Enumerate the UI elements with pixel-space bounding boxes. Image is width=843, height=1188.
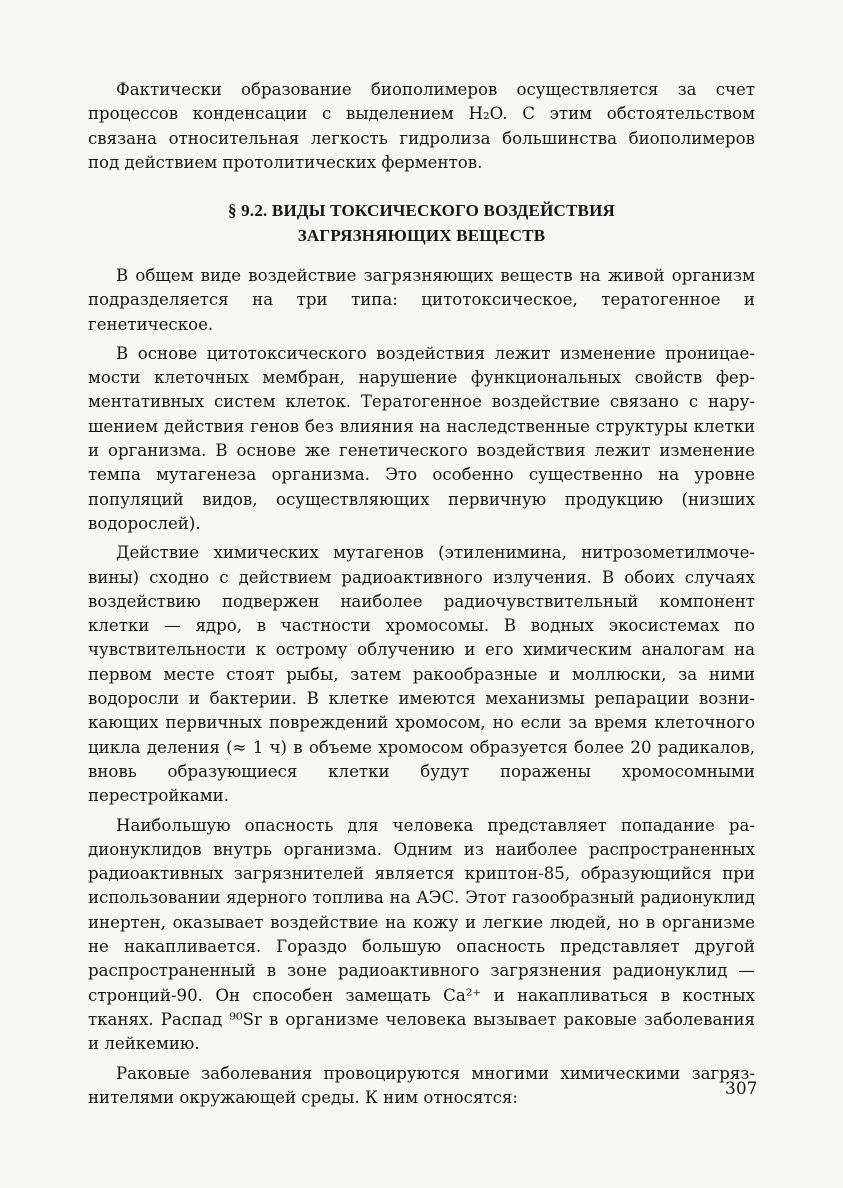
intro-block [88, 78, 755, 175]
paragraph-4: Наибольшую опасность для человека представляет попадание радионуклидов внутрь организма. Одним из наиболее распространенных радиоактивных загрязнителей является криптон-85, образующийся при использовании ядерного топлива на АЭС. Этот газообразный радионуклид инертен, оказывает воздействие на кожу и легкие людей, но в организме не накапливается. Гораздо большую опасность представляет другой распространенный в зоне радиоактивного загрязнения радионуклид — стронций-90. Он способен замещать Ca²⁺ и накапливаться в костных тканях. Распад ⁹⁰Sr в организме человека вызывает раковые заболевания и лейкемию. [88, 815, 755, 1054]
paragraph-5: Раковые заболевания провоцируются многими химическими загрязнителями окружающей среды. К ним относятся: [88, 1063, 755, 1107]
paragraph-2: В основе цитотоксического воздействия лежит изменение проницаемости клеточных мембран, нарушение функциональных свойств ферментативных систем клеток. Тератогенное воздействие связано с нарушением действия генов без влияния на наследственные структуры клетки и организма. В основе же генетического воздействия лежит изменение темпа мутагенеза организма. Это особенно существенно на уровне популяций видов, осуществляющих первичную продукцию (низших водорослей). [88, 343, 755, 533]
section-heading [88, 198, 755, 248]
intro-paragraph: Фактически образование биополимеров осуществляется за счет процессов конденсации с выделением H₂O. С этим обстоятельством связана относительная легкость гидролиза большинства биополимеров под действием протолитических ферментов. [88, 80, 755, 172]
paragraph-3: Действие химических мутагенов (этиленимина, нитрозометилмочевины) сходно с действием радиоактивного излучения. В обоих случаях воздействию подвержен наиболее радиочувствительный компонент клетки — ядро, в частности хромосомы. В водных экосистемах по чувствительности к острому облучению и его химическим аналогам на первом месте стоят рыбы, затем ракообразные и моллюски, за ними водоросли и бактерии. В клетке имеются механизмы репарации возникающих первичных повреждений хромосом, но если за время клеточного цикла деления (≈ 1 ч) в объеме хромосом образуется более 20 радикалов, вновь образующиеся клетки будут поражены хромосомными перестройками. [88, 543, 755, 806]
paragraph-1: В общем виде воздействие загрязняющих веществ на живой организм подразделяется на три типа: цитотоксическое, тератогенное и генетическое. [88, 266, 755, 334]
body-text [88, 264, 758, 1110]
section-heading-line-2: ЗАГРЯЗНЯЮЩИХ ВЕЩЕСТВ [297, 226, 546, 245]
page-number: 307 [725, 1079, 758, 1099]
section-heading-line-1: § 9.2. ВИДЫ ТОКСИЧЕСКОГО ВОЗДЕЙСТВИЯ [228, 201, 615, 220]
